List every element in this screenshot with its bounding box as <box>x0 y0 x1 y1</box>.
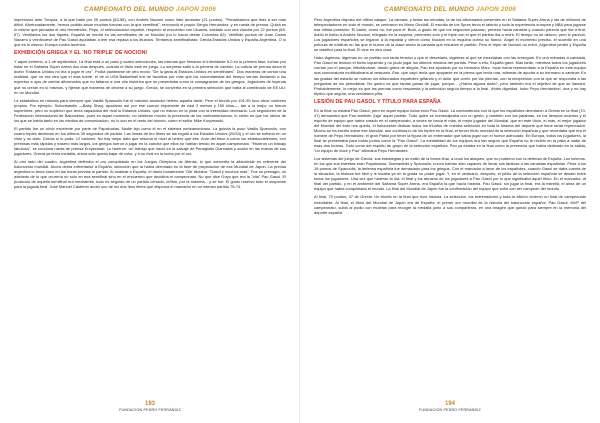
section-heading: EXHIBICIÓN GRIEGA Y EL 'NO TRIPLE' DE NOCIONI <box>14 50 148 57</box>
running-head-accent: JAPON 2006 <box>475 6 516 13</box>
page-footer <box>0 401 300 413</box>
running-head <box>0 6 300 13</box>
right-page <box>300 0 600 423</box>
paragraph: Y aquel extremo, a 1 de septiembre. La final está a un paso y cuatro selecciones, las mismas que firmaron el intimidante 5-0 en la primera fase, luchan por estar en el Saitama Super Arena dos días después, cuando el título esté en juego. Lo sorpresa saltó a la primera de cambio. La noticia de prensa decía el duelo "Estados Unidos no iría a jugar el oro". Podía plantearse de otro modo: "De la gana al Estados Unidos en semifinales". Dos maneras de contar una realidad, que no era otra que el mas fuerte, el de la USA Basketball era de favoritos por más que los comentaristas del tiempo venían llamando a los expertos a ojos de ciertos aficionados que no faltaron a una cita histórica que se presentaba como la consagración de los griegos. Jugadores de leyenda que no creían en sí mismos, y fíjense qué maneras de decirse a su juego. Grecia, se convertía en la primera selección que batía al combinado de EE.UU. en un Mundial. <box>14 59 286 95</box>
footer-label: FUNDACIÓN PEDRO FERRÁNDIZ <box>419 408 481 412</box>
paragraph: Los sistemas del juego de Grecia, sus estrategias y su estilo de la forma final, a unos los ataques, que no pudieron con la defensa de España. Los helenos, en los que sus estrellas eran Papaloukas, Diamantidis y Spanoulis, nunca habían sido capaces de llevar sus tácticas a las canastas españolas. Pese a los 18 puntos de Spanoulis, la defensa española fue demasiado para los griegos. Con el marcador a favor de los españoles, cuando Gasol se daba cuenta de la situación, la tristeza fue fácil y le tocaba ya en la grada no poder jugar. Y, en el vestuario, después, el júbilo de la selección española se desató entre todos los jugadores. Una vez que hicieron la ola, el final y los abrazos de los jugadores a Pau Gasol por lo que significaba aquel título. En el marcador, al final del partido, y en el ambiente del Saitama Super Arena, era España la que hacía historia. Pau Gasol, sin jugar la final, era la estrella, el alma de un equipo que había conquistado el mundo. La final del Mundial de Japón fue la confirmación del equipo que soñó con ser campeón del mundo. <box>314 156 586 192</box>
running-head-main: CAMPEONATO DEL MUNDO <box>84 6 174 13</box>
section-heading: LESIÓN DE PAU GASOL Y TÍTULO PARA ESPAÑA <box>314 98 441 105</box>
footer-label: FUNDACIÓN PEDRO FERRÁNDIZ <box>119 408 181 412</box>
paragraph: Al otro lado del cuadro, Argentina defendía el oro conquistado en los Juegos Olímpicos de Atenas, lo que convertía la albiceleste en referente del baloncesto mundial. Ahora debía enfrentarse a España, selección que la había derrotado en la fase de preparación de ese Mundial de Japón. La prensa argentina lo tenía claro en las horas previas al partido. Al analizar a España, el diario bonaerense 'Olé' titulaba: "Gasol y muchos más". Fue un presagio, un adelanto de lo que ocurriría no sólo en esa semifinal sino en el encuentro que decidiría el campeonato. No que dice Goya que era la "olla" Pau Gasol. El protocolo de aquella semifinal era inexistente, todo es seguido de un partido cerrado, reñido, por la máxima... y se fue. El gusto reservó todo el suspense para la jugada final. José Manuel Calderón anotó uno de los dos tiros libres que disponía el marcador en un intenso partido 75-74. <box>14 159 286 190</box>
paragraph: Pero Argentina dispuso del último ataque. La cámara, y todas las miradas, la de los aficionados presentes en el Saitama Super Arena y las de millones de telespectadores en todo el mundo, se centraron en Manu Ginóbili. El escolta de los Spurs tenía el talento y toda la experiencia europea y NBA para jugarse esa última posesión. El balón, cómo no, fue para él. Botó, a gusto de que los segundos pasaran, penetró hacia canasta y cuando parecía que iba a tirar, dobló el balón a Andrés Nocioni, relegado en la esquina, perímetro solo y el triple con el que el partido iba a morir. El tiempo no se detuvo, pero lo pareció. Los jugadores españoles se legaron a la espalda y vieron cómo Nocioni en la esquina cubría su flanco. Ángel el momento preciso, el sucedió en una película de instituto en las que el bueno de la clase anota la canasta que resuelve el partido. Pero el triple de Nocioni no entró, Argentina perdió y España se clasificó para la final. El cine es otra cosa. <box>314 17 586 53</box>
paragraph: Hubo lágrimas, lágrimas en un partido con tanta tensión y que el desvelaes, lágrimas al que se mezclaban con las emergías. En una entradas a cansada, Pau Gasol se lesionó el bicho izquierdo y no pudo jugar los últimos minutos del partido. Pese a ello, España ganó. Más tarde, mientras todos los jugadores corrían por el parqué, felicitándose, dando gritos de alegría, Pau era ayudado por su hermano Marc. «que había representado a la España en este equipo una convocatoria multitudinaria al vestuario. Ese, que cayó tenía que apoyarse en la pierna que tenía rota, además de ayudar a su hermano a caminar. En las gradas del estadio se nutrían los aficionados españoles gritando y el dolor que corrió por las piernas, con la inexpresión con la que se respondía a las preguntas de los periodistas. No quiero es que tantas ganas de jugar, porque... ¿Había alguna duda?, pero también era el objetivo de que se llamara. Probablemente, lo mejor es que las piernas como respuesta y la selección seguía tiempo a la final. ¡Hubo dignidad, hubo Pepu Hernández!, una y no hay triplico que seguía, una verdadera piña. <box>314 55 586 96</box>
running-head-accent: JAPON 2006 <box>175 6 216 13</box>
running-head <box>300 6 600 13</box>
page-footer <box>300 401 600 413</box>
paragraph: La estadística es rotunda para siempre que Vasilis Spanoulis fue el máximo anotador heleno aquella tarde. Pero el triunfo por 101-95 tuvo otros nombres propios. Por ejemplo, Schortsanitis —Baby Shaq, apodaron así por ese cuerpo imponente de casi 2 metros y 150 kilos—, tan a lo mejor no fueron superiores, pero no supieron que tenía capacidad del rival lo Estados Unidos, que no estuvo en la pista con la intensidad necesaria. Los seguidores de la Federación Internacional de Baloncesto, pues en aquel momento, no celebran mucho la presencia de los norteamericanos, lo cierto es que los ídolos de los que se habla tanto en los medios de comunicación, no lo son en el resto del mundo, como el señor Mike Krzyzewski. <box>14 97 286 123</box>
running-head-main: CAMPEONATO DEL MUNDO <box>384 6 474 13</box>
paragraph: impresionó ante Turquía, a la que batió por 25 puntos (83-58), con Andrés Nocioni como líder anotador (21 puntos). "Pensábamos que ibas a ser más difícil. Afortunadamente, hemos podido sacar muchas fuerzas con la que semifinal", reconoció el propio Sergio Hernández, y en rueda de prensa. Quizá es lo mismo que pensaba el otro Hernández, Pepu, el seleccionador español, respecto al encuentro con Lituania, saldado con una victoria por 22 puntos (89-67). Ventilados los dos tiquets, España se medía en las semifinales de un Mundial (no lo hacía desde Colombia 82). Vehiflido puntos de Juan Carlos Navarro y veintinueve de Pau Gasol ayudaban a leer esa repasa a los lituanos. Tenfamos semifinalistas: Grecia-Estados Unidos y España-Argentina. O lo que es lo mismo: Europa contra América. <box>14 17 286 48</box>
paragraph: En la final no estaba Pau Gasol, pero en aquel equipo todos eran Pau Gasol. La contundencia con la que los españoles derrotaron a Grecia en la final (70-47) demuestra que Pau también 'jugó' aquel partido. Todo quien se homenajeaba con un gesto, y también con las palabras, en los tiempos muertos y el espíritu de equipo que había creado en el campeonato, a veces se hacía el más, el mejor jugador del Mundial, que en este título, el más, el mejor jugador del Mundial del todo nos quedó, el baloncesto dedicar todos los triunfos de nuestra selección en toda la historia del deporte que tiene tanta repercusión. Mucho se ha escrito sobre ese Mundial, aún continúa lo de los triples en la final, el tercer título mundial de la selección española y que recordaba qué era el hombre de Pepu Hernández, el gran Pablo por tener la figura de un entrenador que sabía jugar con el humor adecuado. En Europa, todos los jugadores, la final se presentaba para todos juntos como la "Pau Gasol". La mentalidad de los equipos era tan seguro que España no le recibió en la pista a nadie de esas dos formas. Todo como del espíritu de grupo de la selección española, Pau ya estaba en la final como la presencia que había dedicado en la salida, "un equipo de doce y Pau" afirmaba Pepu Hernández. <box>314 107 586 154</box>
paragraph: Al final, 70 puntos, 47 de Grecia. Un triunfo en la final que hizo historia. La selección, los entrenadores y toda la afición vivieron un final de campeonato inolvidable. Al final, el título del Mundial de Japón era de España, el primer oro mundial de la historia del baloncesto español. Pau Gasol, MVP del campeonato, subió al podio con muletas para recoger la medalla junto a sus compañeros, en una imagen que quedó para siempre en la memoria del deporte español. <box>314 194 586 215</box>
right-page-body <box>314 17 586 395</box>
left-page-body <box>14 17 286 395</box>
page-number: 193 <box>144 401 155 407</box>
page-number: 194 <box>444 401 455 407</box>
paragraph: El partido fue un clínic excelente por parte de Papaloukas. Nadie lejo como él en el sistema norteamericano. La guinda la puso Vasilis Spanoulis, con cuatro triples decisivos en los últimos 35 segundos de partido. Las líneas de tiro libres se las regaló a los Estados Unidos (20/34) y el oro se esfumó en un visto y no visto. Grecia sí lo pudo: 12 balones. No hay mejor dato que resuma el nivel al helero que ése. Aníe del tieso a como los estadounidenses, con premisas más rápidas y trasero más largos, los griegos fueron a jugar en la cancha que ellos no habían tenido en aquel campeonato. "Hicieron un trabajo fabuloso", se conduna rueda de prensa Krzyzewski. Lo hicieron. Un trabajo que nació en la salvaje de Panagiotis Giannakis y acabó en las manos de sus jugadores. Grecia ya tenía medalla, ahora sólo queda bajar de color, y a su rival en la lucha por el oro. <box>14 125 286 157</box>
